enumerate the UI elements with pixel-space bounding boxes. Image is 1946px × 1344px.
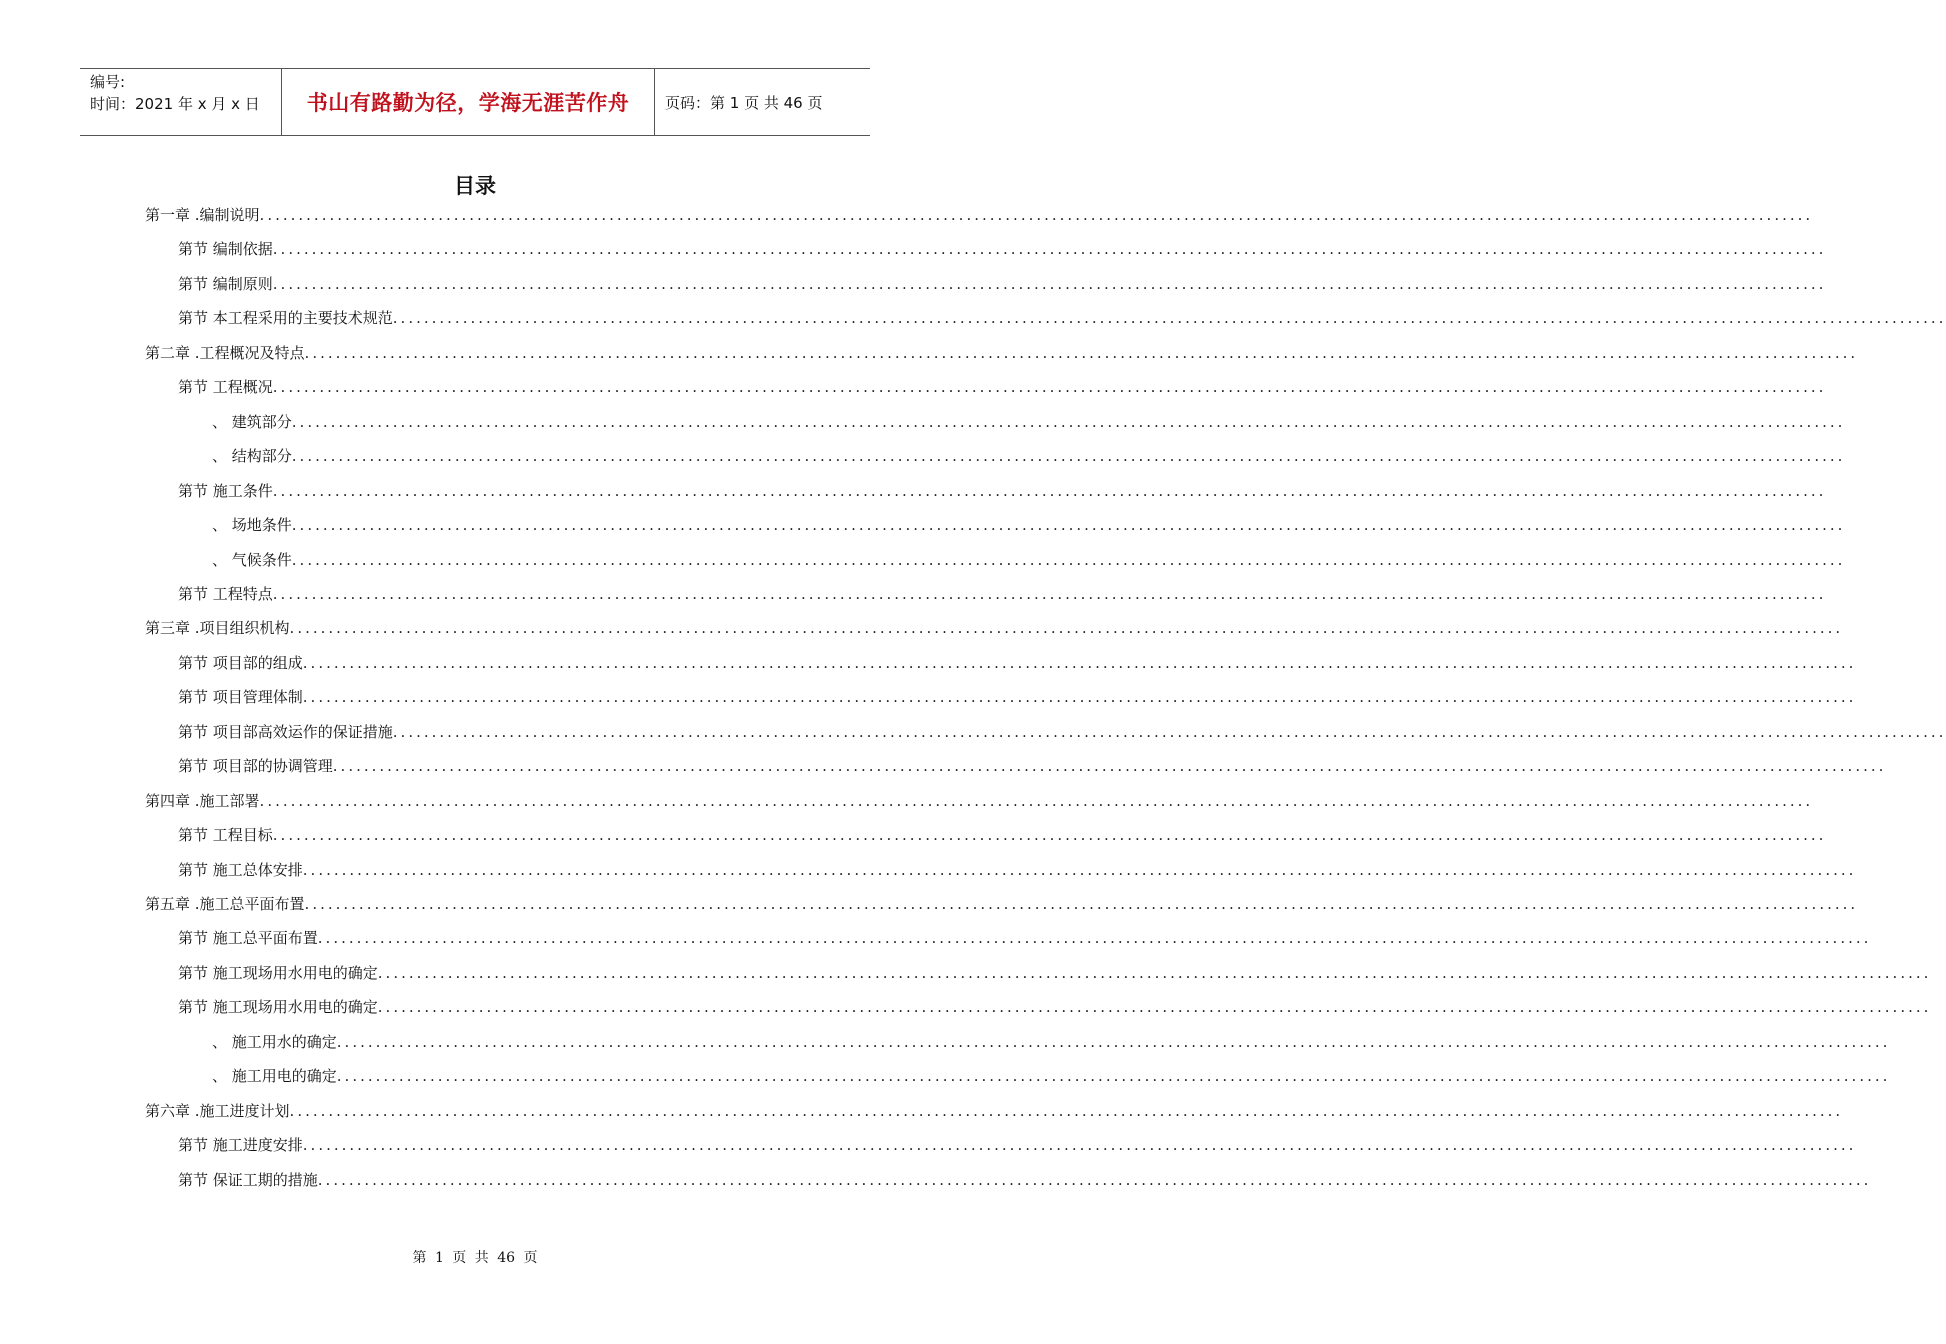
toc-entry-label: 第节 施工总平面布置: [178, 929, 318, 948]
toc-entry[interactable]: [178, 273, 1827, 303]
toc-entry-label: 第节 施工进度安排: [178, 1136, 303, 1155]
toc-leader-dots: ........................................................................................................................................................................................................: [302, 860, 1857, 879]
toc-entry[interactable]: [178, 583, 1827, 613]
toc-leader-dots: ........................................................................................................................................................................................................: [304, 895, 1859, 913]
toc-leader-dots: ........................................................................................................................................................................................................: [259, 206, 1814, 224]
toc-entry[interactable]: [145, 617, 1844, 647]
toc-leader-dots: ........................................................................................................................................................................................................: [336, 1067, 1891, 1086]
toc-leader-dots: ........................................................................................................................................................................................................: [272, 584, 1827, 603]
toc-entry[interactable]: [212, 411, 1846, 441]
toc-entry[interactable]: [178, 1134, 1857, 1164]
toc-leader-dots: ........................................................................................................................................................................................................: [289, 1101, 1844, 1120]
toc-leader-dots: ........................................................................................................................................................................................................: [272, 378, 1827, 397]
toc-entry[interactable]: [178, 996, 1932, 1026]
toc-entry[interactable]: [212, 514, 1846, 544]
toc-entry[interactable]: [178, 686, 1857, 716]
toc-leader-dots: ........................................................................................................................................................................................................: [259, 791, 1814, 810]
toc-leader-dots: ........................................................................................................................................................................................................: [291, 447, 1846, 466]
toc-entry-label: 、 施工用电的确定: [212, 1067, 337, 1086]
page-footer: 第 1 页 共 46 页: [412, 1250, 538, 1266]
toc-leader-dots: ........................................................................................................................................................................................................: [291, 516, 1846, 535]
toc-entry[interactable]: [212, 1065, 1891, 1095]
toc-entry-label: 、 结构部分: [212, 447, 292, 466]
toc-leader-dots: ........................................................................................................................................................................................................: [392, 722, 1946, 741]
toc-leader-dots: ........................................................................................................................................................................................................: [291, 412, 1846, 431]
page-header: [80, 68, 870, 136]
toc-entry-label: 、 施工用水的确定: [212, 1032, 337, 1051]
toc-entry[interactable]: [145, 893, 1859, 923]
toc-entry-label: 第一章 .编制说明: [145, 206, 260, 224]
toc-leader-dots: ........................................................................................................................................................................................................: [392, 309, 1946, 328]
toc-entry-label: 第节 项目部的协调管理: [178, 757, 333, 776]
toc-entry[interactable]: [145, 790, 1814, 820]
toc-entry-label: 第节 施工现场用水用电的确定: [178, 998, 378, 1017]
toc-entry-label: 第六章 .施工进度计划: [145, 1101, 290, 1120]
toc-entry[interactable]: [178, 927, 1872, 957]
toc-leader-dots: ........................................................................................................................................................................................................: [332, 757, 1887, 776]
toc-leader-dots: ........................................................................................................................................................................................................: [272, 274, 1827, 293]
toc-entry[interactable]: [178, 962, 1932, 992]
toc-leader-dots: ........................................................................................................................................................................................................: [302, 653, 1857, 672]
toc-entry[interactable]: [178, 238, 1827, 268]
page-title: 目录: [454, 174, 496, 198]
toc-leader-dots: ........................................................................................................................................................................................................: [377, 998, 1932, 1017]
toc-entry[interactable]: [178, 480, 1827, 510]
toc-entry[interactable]: [178, 307, 1946, 337]
toc-entry-label: 第节 项目部高效运作的保证措施: [178, 722, 393, 741]
toc-entry-label: 第二章 .工程概况及特点: [145, 343, 305, 362]
toc-entry-label: 、 气候条件: [212, 550, 292, 569]
toc-leader-dots: ........................................................................................................................................................................................................: [291, 550, 1846, 569]
toc-entry[interactable]: [178, 859, 1857, 889]
toc-entry-label: 第节 本工程采用的主要技术规范: [178, 309, 393, 328]
toc-entry-label: 第三章 .项目组织机构: [145, 619, 290, 638]
toc-entry[interactable]: [178, 652, 1857, 682]
toc-leader-dots: ........................................................................................................................................................................................................: [272, 826, 1827, 845]
toc-leader-dots: ........................................................................................................................................................................................................: [289, 619, 1844, 638]
toc-entry[interactable]: [178, 755, 1887, 785]
toc-entry[interactable]: [145, 1100, 1844, 1130]
toc-entry[interactable]: [212, 549, 1846, 579]
toc-entry-label: 、 场地条件: [212, 516, 292, 535]
header-meta: [80, 69, 282, 135]
toc-entry-label: 第节 工程特点: [178, 584, 273, 603]
toc-entry-label: 第节 编制依据: [178, 240, 273, 259]
header-motto: 书山有路勤为径，学海无涯苦作舟: [306, 91, 630, 115]
toc-leader-dots: ........................................................................................................................................................................................................: [302, 1136, 1857, 1155]
toc-entry-label: 、 建筑部分: [212, 412, 292, 431]
toc-entry[interactable]: [178, 824, 1827, 854]
toc-leader-dots: ........................................................................................................................................................................................................: [272, 481, 1827, 500]
toc-leader-dots: ........................................................................................................................................................................................................: [377, 963, 1932, 982]
toc-leader-dots: ........................................................................................................................................................................................................: [302, 688, 1857, 707]
toc-entry-label: 第四章 .施工部署: [145, 791, 260, 810]
toc-leader-dots: ........................................................................................................................................................................................................: [317, 929, 1872, 948]
header-page-info: 页码：第 1 页 共 46 页: [665, 93, 823, 112]
toc-entry-label: 第节 编制原则: [178, 274, 273, 293]
toc-entry[interactable]: [212, 1031, 1891, 1061]
toc-entry-label: 第节 项目部的组成: [178, 653, 303, 672]
document-number-label: 编号:: [90, 73, 126, 91]
toc-entry-label: 第节 施工现场用水用电的确定: [178, 963, 378, 982]
toc-leader-dots: ........................................................................................................................................................................................................: [272, 240, 1827, 259]
toc-entry-label: 第节 施工条件: [178, 481, 273, 500]
toc-leader-dots: ........................................................................................................................................................................................................: [317, 1170, 1872, 1189]
toc-leader-dots: ........................................................................................................................................................................................................: [304, 343, 1859, 362]
toc-entry-label: 第节 保证工期的措施: [178, 1170, 318, 1189]
toc-entry[interactable]: [145, 204, 1814, 234]
toc-entry[interactable]: [178, 1169, 1872, 1199]
toc-entry[interactable]: [178, 376, 1827, 406]
document-time-label: 时间：2021 年 x 月 x 日: [90, 95, 260, 113]
toc-leader-dots: ........................................................................................................................................................................................................: [336, 1032, 1891, 1051]
toc-entry-label: 第节 工程概况: [178, 378, 273, 397]
toc-entry[interactable]: [145, 342, 1859, 372]
toc-entry-label: 第节 工程目标: [178, 826, 273, 845]
header-motto-cell: [282, 69, 655, 135]
toc-entry-label: 第节 施工总体安排: [178, 860, 303, 879]
toc-entry[interactable]: [178, 721, 1946, 751]
toc-entry-label: 第五章 .施工总平面布置: [145, 895, 305, 913]
toc-entry[interactable]: [212, 445, 1846, 475]
toc-entry-label: 第节 项目管理体制: [178, 688, 303, 707]
